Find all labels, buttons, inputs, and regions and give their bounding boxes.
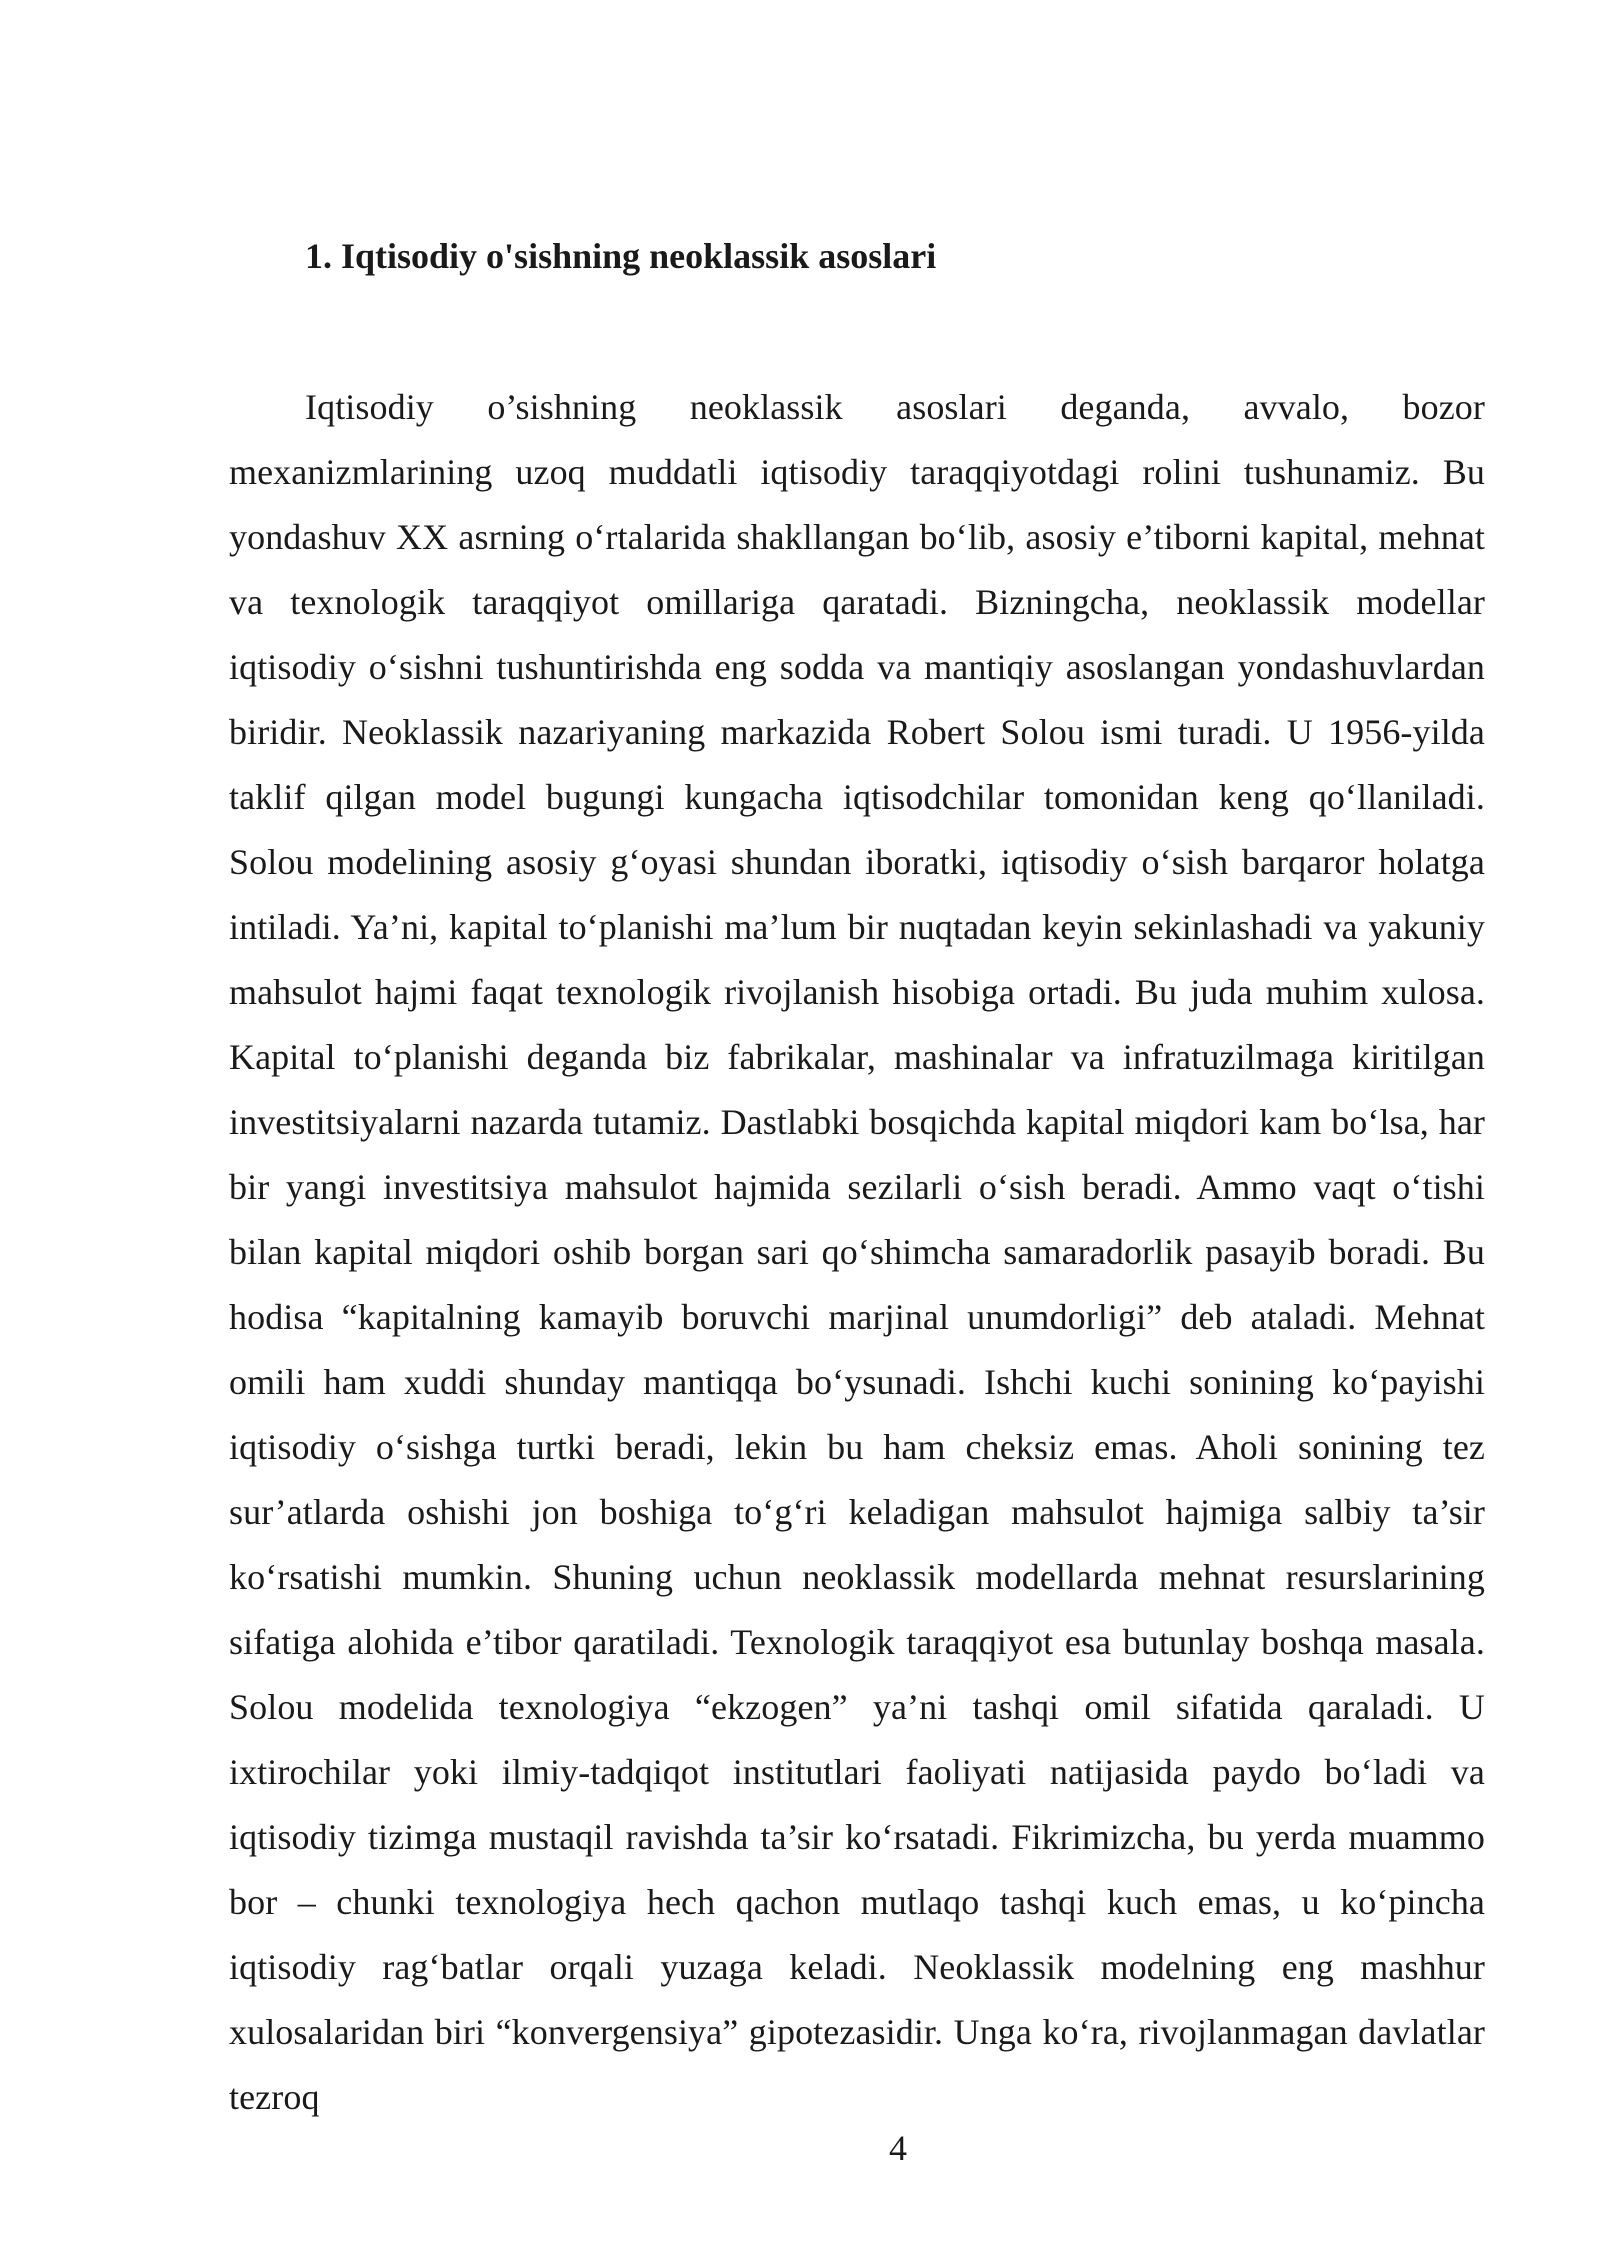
page-number: 4 [889,2128,907,2168]
section-heading: 1. Iqtisodiy o'sishning neoklassik asoslari [305,236,937,276]
body-paragraph: Iqtisodiy o’sishning neoklassik asoslari deganda, avvalo, bozor mexanizmlarining uzoq muddatli iqtisodiy taraqqiyotdagi rolini tushunamiz. Bu yondashuv XX asrning o‘rtalarida shakllangan bo‘lib, asosiy e’tiborni kapital, mehnat va texnologik taraqqiyot omillariga qaratadi. Bizningcha, neoklassik modellar iqtisodiy o‘sishni tushuntirishda eng sodda va mantiqiy asoslangan yondashuvlardan biridir. Neoklassik nazariyaning markazida Robert Solou ismi turadi. U 1956-yilda taklif qilgan model bugungi kungacha iqtisodchilar tomonidan keng qo‘llaniladi. Solou modelining asosiy g‘oyasi shundan iboratki, iqtisodiy o‘sish barqaror holatga intiladi. Ya’ni, kapital to‘planishi ma’lum bir nuqtadan keyin sekinlashadi va yakuniy mahsulot hajmi faqat texnologik rivojlanish hisobiga ortadi. Bu juda muhim xulosa. Kapital to‘planishi deganda biz fabrikalar, mashinalar va infratuzilmaga kiritilgan investitsiyalarni nazarda tutamiz. Dastlabki bosqichda kapital miqdori kam bo‘lsa, har bir yangi investitsiya mahsulot hajmida sezilarli o‘sish beradi. Ammo vaqt o‘tishi bilan kapital miqdori oshib borgan sari qo‘shimcha samaradorlik pasayib boradi. Bu hodisa “kapitalning kamayib boruvchi marjinal unumdorligi” deb ataladi. Mehnat omili ham xuddi shunday mantiqqa bo‘ysunadi. Ishchi kuchi sonining ko‘payishi iqtisodiy o‘sishga turtki beradi, lekin bu ham cheksiz emas. Aholi sonining tez sur’atlarda oshishi jon boshiga to‘g‘ri keladigan mahsulot hajmiga salbiy ta’sir ko‘rsatishi mumkin. Shuning uchun neoklassik modellarda mehnat resurslarining sifatiga alohida e’tibor qaratiladi. Texnologik taraqqiyot esa butunlay boshqa masala. Solou modelida texnologiya “ekzogen” ya’ni tashqi omil sifatida qaraladi. U ixtirochilar yoki ilmiy-tadqiqot institutlari faoliyati natijasida paydo bo‘ladi va iqtisodiy tizimga mustaqil ravishda ta’sir ko‘rsatadi. Fikrimizcha, bu yerda muammo bor – chunki texnologiya hech qachon mutlaqo tashqi kuch emas, u ko‘pincha iqtisodiy rag‘batlar orqali yuzaga keladi. Neoklassik modelning eng mashhur xulosalaridan biri “konvergensiya” gipotezasidir. Unga ko‘ra, rivojlanmagan davlatlar tezroq [229,387,1485,2117]
